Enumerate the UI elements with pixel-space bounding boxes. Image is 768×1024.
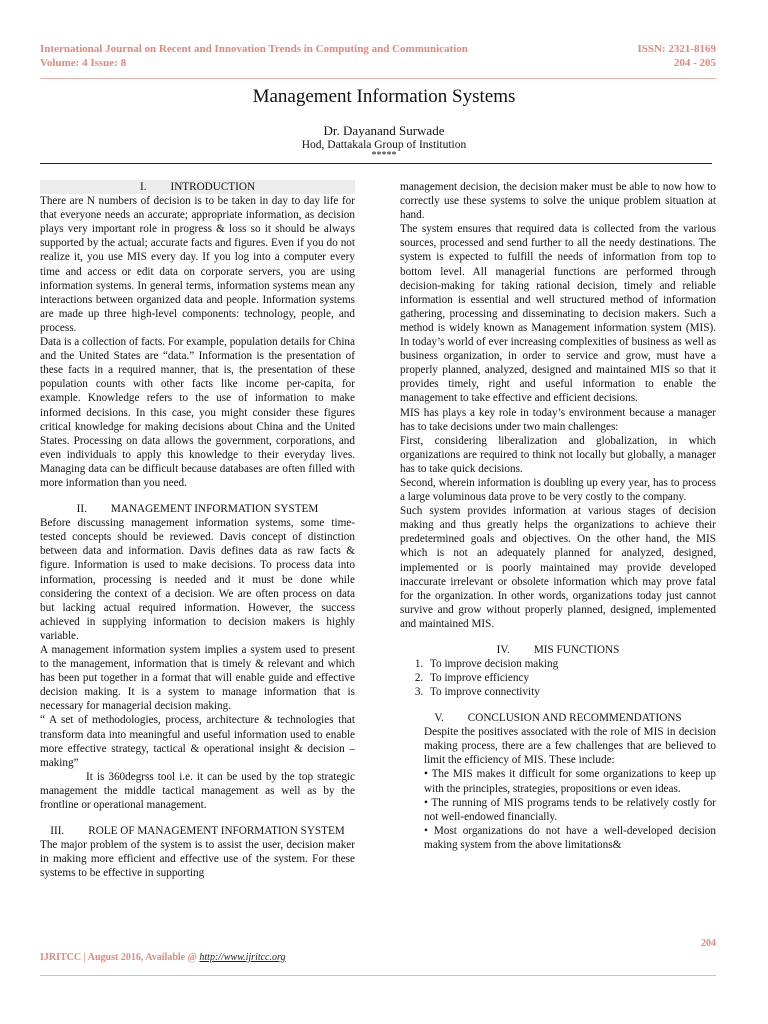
header-rule xyxy=(40,78,716,79)
issn-header xyxy=(637,42,716,70)
role-paragraph-3: MIS has plays a key role in today’s environment because a manager has to take decisions under two main challenges: xyxy=(400,406,716,433)
issn: ISSN: 2321-8169 xyxy=(637,43,716,55)
author-affiliation: Hod, Dattakala Group of Institution xyxy=(301,139,467,151)
role-paragraph-2: The system ensures that required data is collected from the various sources, processed and send further to all the needy destinations. The system is expected to fulfill the needs of information from top to bottom level. All managerial functions are performed through decision-making for taking rational decision, timely and reliable information is essential and well structured method of information gathering, processing and disseminating to decision makers. Such a method is widely known as Management information system (MIS). In today’s world of ever increasing complexities of business as well as business organization, in order to service and grow, must have a properly planned, analyzed, designed and maintained MIS so that it provides timely, right and useful information to enable the management to take effective and efficient decisions. xyxy=(400,223,716,405)
conclusion-paragraph: Despite the positives associated with the role of MIS in decision making process, there are a few challenges that are believed to limit the efficiency of MIS. These include: xyxy=(424,726,716,767)
section-heading-introduction: I. INTRODUCTION xyxy=(40,180,355,194)
role-paragraph-1-continued: management decision, the decision maker must be able to now how to correctly use these systems to solve the unique problem situation at hand. xyxy=(400,181,716,222)
intro-paragraph-1: There are N numbers of decision is to be taken in day to day life for that everyone needs an accurate; appropriate information, as decision plays very important role in progress & loss so it should be always supported by the actual; accurate facts and figures. Even if you do not realize it, you use MIS every day. If you log into a computer every time and access or edit data on corporate servers, you are using information systems. In general terms, information systems mean any interactions between organized data and people. Information systems are made up three high-level components: technology, people, and process. xyxy=(40,195,355,334)
right-column xyxy=(400,180,716,852)
mis-paragraph-4: It is 360degrss tool i.e. it can be used by the top strategic management the middle tactical management as well as by the frontline or operational management. xyxy=(40,770,355,812)
footer xyxy=(40,952,286,963)
footer-rule xyxy=(40,975,716,976)
conclusion-bullet-2: • The running of MIS programs tends to be relatively costly for not well-endowed financially. xyxy=(424,796,716,823)
list-item: 1. To improve decision making xyxy=(426,657,716,671)
page-number: 204 xyxy=(701,938,716,949)
journal-volume: Volume: 4 Issue: 8 xyxy=(40,57,127,69)
functions-list xyxy=(400,657,716,699)
intro-paragraph-2: Data is a collection of facts. For example, population details for China and the United States are “data.” Information is the presentation of these facts in a required manner, that is, the presentation of these population counts with other facts like income per-capita, for example. Knowledge refers to the use of information to make informed decisions. In this case, you might consider these figures critical knowledge for making decisions about China and the United States. Processing on data allows the government, corporations, and even individuals to apply this knowledge to their everyday lives. Managing data can be difficult because databases are often filled with more information than you need. xyxy=(40,336,355,489)
separator-stars: ***** xyxy=(371,150,397,161)
author-name: Dr. Dayanand Surwade xyxy=(323,123,445,138)
mis-paragraph-1: Before discussing management information systems, some time-tested concepts should be reviewed. Davis concept of distinction between data and information. Davis defines data as raw facts & figure. Information is used to make decisions. To process data into information, processing is needed and it must be done while considering the context of a decision. We are often process on data but lacking actual required information. However, the success achieved in supplying information to decision makers is highly variable. xyxy=(40,517,355,642)
journal-link[interactable]: http://www.ijritcc.org xyxy=(199,952,286,963)
section-heading-functions: IV. MIS FUNCTIONS xyxy=(496,644,620,656)
list-item: 2. To improve efficiency xyxy=(426,671,716,685)
role-paragraph-1: The major problem of the system is to assist the user, decision maker in making more efficient and effective use of the system. For these systems to be effective in supporting xyxy=(40,839,355,880)
role-paragraph-5: Second, wherein information is doubling up every year, has to process a large voluminous data prove to be very costly to the company. xyxy=(400,476,716,504)
section-heading-mis: II. MANAGEMENT INFORMATION SYSTEM xyxy=(76,503,319,516)
section-heading-role: III. ROLE OF MANAGEMENT INFORMATION SYSTEM xyxy=(50,825,345,838)
mis-quote: “ A set of methodologies, process, architecture & technologies that transform data into meaningful and useful information used to enable more effective strategy, tactical & operational insight & decision – making” xyxy=(40,714,355,769)
conclusion-bullet-1: • The MIS makes it difficult for some organizations to keep up with the principles, strategies, propositions or even ideas. xyxy=(424,768,716,795)
mis-paragraph-2: A management information system implies a system used to present to the management, information that is timely & relevant and which has been put together in a format that will enable guide and effective decision making. It is a system to manage information that is necessary for managerial decision making. xyxy=(40,644,355,713)
page-range: 204 - 205 xyxy=(673,57,716,69)
section-heading-conclusion: V. CONCLUSION AND RECOMMENDATIONS xyxy=(434,712,682,725)
paper-title: Management Information Systems xyxy=(252,86,516,107)
journal-header xyxy=(40,42,468,70)
list-item: 3. To improve connectivity xyxy=(426,685,716,699)
journal-name: International Journal on Recent and Innovation Trends in Computing and Communication xyxy=(40,43,468,55)
role-paragraph-4: First, considering liberalization and globalization, in which organizations are required to think not locally but globally, a manager has to take quick decisions. xyxy=(400,434,716,475)
left-column xyxy=(40,180,355,881)
role-paragraph-6: Such system provides information at various stages of decision making and thus greatly helps the organizations to achieve their predetermined goals and objectives. On the other hand, the MIS which is not an adequately planned for analyzed, designed, implemented or is poorly maintained may provide developed inaccurate irrelevant or obsolete information which may prove fatal for the organization. In other words, organizations today just cannot survive and grow without properly planned, designed, implemented and maintained MIS. xyxy=(400,505,716,630)
footer-text: IJRITCC | August 2016, Available @ xyxy=(40,952,200,963)
conclusion-bullet-3: • Most organizations do not have a well-developed decision making system from the above limitations& xyxy=(424,824,716,851)
title-rule xyxy=(40,163,712,164)
